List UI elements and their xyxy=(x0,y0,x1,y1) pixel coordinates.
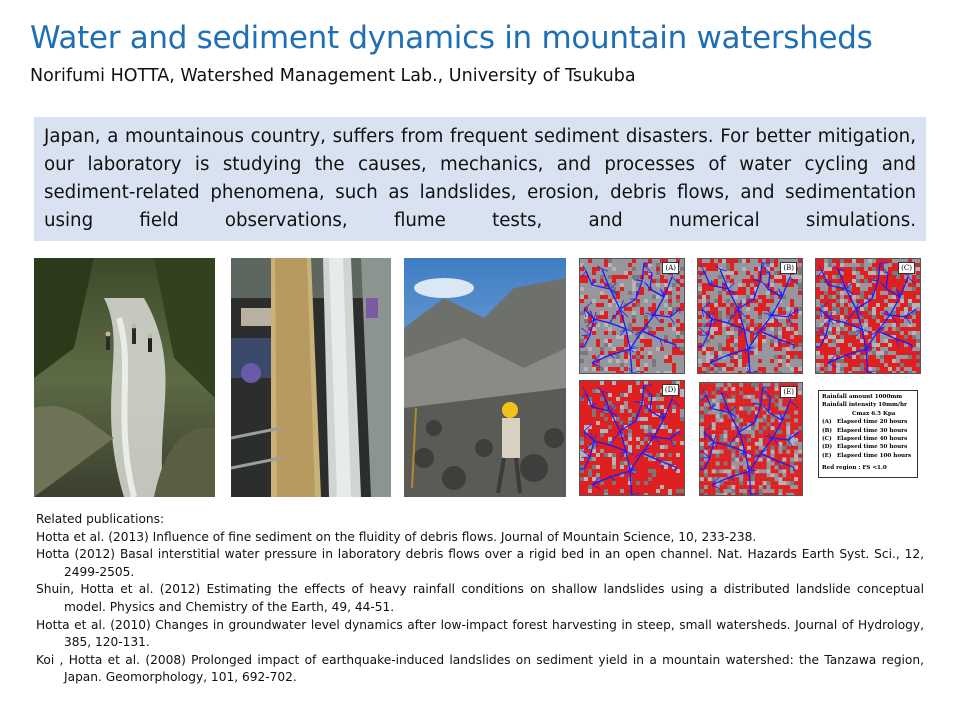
legend-row xyxy=(822,452,914,460)
legend-row xyxy=(822,443,914,451)
map-label-d: (D) xyxy=(662,384,679,396)
map-label-e: (E) xyxy=(780,386,797,398)
publication-item: Hotta et al. (2010) Changes in groundwater level dynamics after low-impact forest harvesting in steep, small watersheds. Journal of Hydrology, 385, 120-131. xyxy=(36,617,924,650)
legend-row-text: Elapsed time 50 hours xyxy=(837,444,908,451)
simulation-map-a xyxy=(579,258,685,374)
publications-heading: Related publications: xyxy=(36,512,165,526)
page-title: Water and sediment dynamics in mountain watersheds xyxy=(30,20,873,56)
map-label-c: (C) xyxy=(898,262,915,274)
summary-box: Japan, a mountainous country, suffers from frequent sediment disasters. For better mitigation, our laboratory is studying the causes, mechanics, and processes of water cycling and sediment-related phenomena, such as landslides, erosion, debris flows, and sedimentation using field observations, flume tests, and numerical simulations. xyxy=(34,117,926,241)
legend-row-key: (A) xyxy=(822,419,832,426)
map-label-a: (A) xyxy=(662,262,679,274)
debris-slope-photo xyxy=(404,258,566,497)
simulation-map-c xyxy=(815,258,921,374)
map-legend xyxy=(818,390,918,478)
legend-row-key: (B) xyxy=(822,427,833,434)
legend-row-key: (E) xyxy=(822,452,832,459)
legend-row-text: Elapsed time 20 hours xyxy=(837,419,908,426)
legend-row xyxy=(822,418,914,426)
legend-row-key: (C) xyxy=(822,436,832,443)
simulation-map-e xyxy=(699,382,803,496)
simulation-map-b xyxy=(697,258,803,374)
legend-row-text: Elapsed time 30 hours xyxy=(837,427,908,434)
legend-row xyxy=(822,435,914,443)
publication-item: Hotta et al. (2013) Influence of fine sediment on the fluidity of debris flows. Journal of Mountain Science, 10, 233-238. xyxy=(36,529,757,544)
legend-row-text: Elapsed time 100 hours xyxy=(837,452,912,459)
field-stream-photo xyxy=(34,258,215,497)
legend-row-text: Elapsed time 40 hours xyxy=(837,436,908,443)
flume-test-photo xyxy=(231,258,391,497)
author-line: Norifumi HOTTA, Watershed Management Lab., University of Tsukuba xyxy=(30,66,636,86)
legend-cmax: Cmax 6.5 Kpa xyxy=(852,410,896,417)
publication-item: Shuin, Hotta et al. (2012) Estimating the effects of heavy rainfall conditions on shallow landslides using a distributed landslide conceptual model. Physics and Chemistry of the Earth, 49, 44-51. xyxy=(36,582,924,614)
map-label-b: (B) xyxy=(780,262,797,274)
legend-rainfall-amount: Rainfall amount 1000mm xyxy=(822,394,903,400)
legend-rainfall-intensity: Rainfall intensity 10mm/hr xyxy=(822,402,907,409)
publication-item: Hotta (2012) Basal interstitial water pressure in laboratory debris flows over a rigid bed in an open channel. Nat. Hazards Earth Syst. Sci., 12, 2499-2505. xyxy=(36,547,924,579)
simulation-map-d xyxy=(579,380,685,496)
legend-row-key: (D) xyxy=(822,444,833,451)
legend-row xyxy=(822,427,914,435)
legend-red-region: Red region : FS <1.0 xyxy=(822,465,887,472)
publication-item: Koi , Hotta et al. (2008) Prolonged impact of earthquake-induced landslides on sediment yield in a mountain watershed: the Tanzawa region, Japan. Geomorphology, 101, 692-702. xyxy=(36,652,924,685)
publications-list xyxy=(36,511,924,687)
